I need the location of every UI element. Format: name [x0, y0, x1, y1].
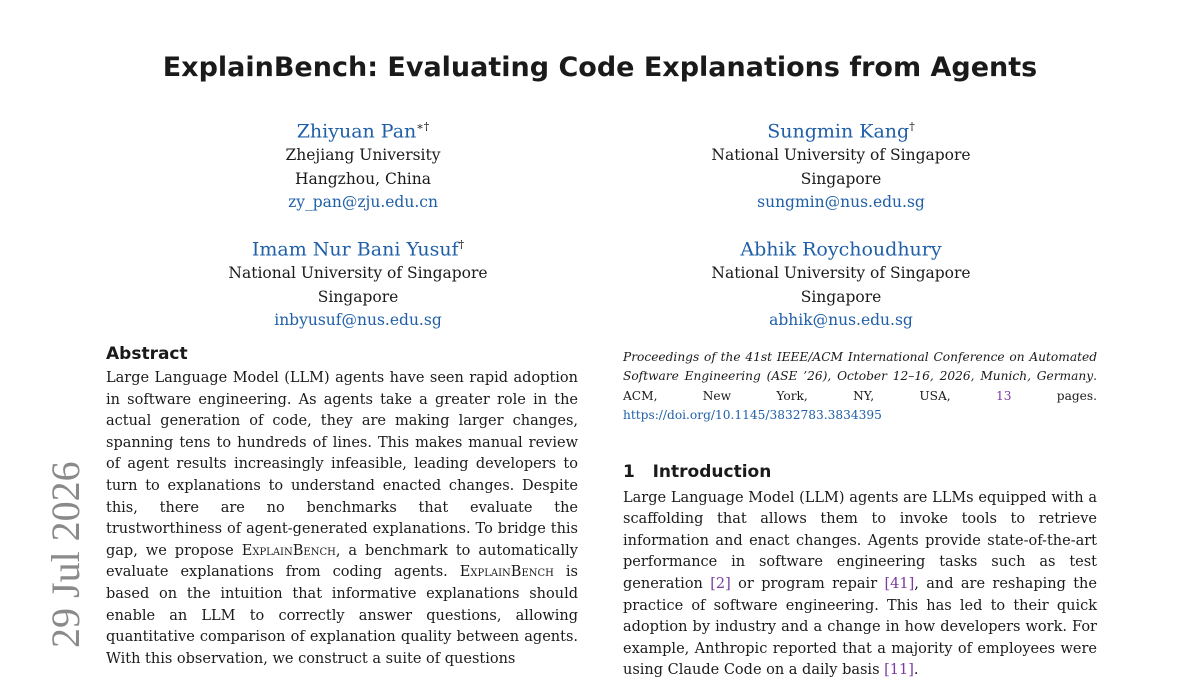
doi-link[interactable]: https://doi.org/10.1145/3832783.3834395	[623, 408, 882, 423]
author-name[interactable]: Sungmin Kang†	[767, 120, 915, 143]
citation-link[interactable]: [41]	[884, 576, 915, 592]
author-block-3	[128, 232, 588, 333]
author-email[interactable]: inbyusuf@nus.edu.sg	[274, 311, 442, 330]
abstract-text: Large Language Model (LLM) agents have seen rapid adoption in software engineering. As agents take a greater role in the actual generation of code, they are making larger changes, spanning tens to hundreds of lines. This makes manual review of agent results increasingly infeasible, leading developers to turn to explanations to understand enacted changes. Despite this, there are no benchmarks that evaluate the trustworthiness of agent-generated explanations. To bridge this gap, we propose ExplainBench, a benchmark to automatically evaluate explanations from coding agents. ExplainBench is based on the intuition that informative explanations should enable an LLM to correctly answer questions, allowing quantitative comparison of explanation quality between agents. With this observation, we construct a suite of questions	[106, 370, 578, 667]
abstract-section	[106, 344, 578, 670]
proceedings-note: Proceedings of the 41st IEEE/ACM International Conference on Automated Software Engineering (ASE ’26), October 12–16, 2026, Munich, Germany. ACM, New York, NY, USA, 13 pages. https://doi.org/10.1145/3832783.3834395	[623, 350, 1098, 423]
author-email[interactable]: sungmin@nus.edu.sg	[757, 193, 925, 212]
author-block-1	[133, 114, 593, 215]
right-column	[623, 348, 1097, 682]
arxiv-side-stamp: 29 Jul 2026	[43, 461, 88, 648]
author-block-4	[611, 232, 1071, 333]
author-affiliation: National University of Singapore	[711, 146, 971, 165]
author-block-2	[611, 114, 1071, 215]
author-location: Singapore	[800, 169, 882, 188]
author-affiliation: Zhejiang University	[285, 146, 441, 165]
author-name[interactable]: Zhiyuan Pan∗†	[296, 120, 430, 143]
citation-link[interactable]: [11]	[884, 662, 914, 679]
author-affiliation: National University of Singapore	[711, 264, 971, 283]
author-location: Singapore	[317, 287, 399, 306]
abstract-heading: Abstract	[106, 344, 188, 364]
citation-link[interactable]: [2]	[710, 576, 731, 592]
author-email[interactable]: zy_pan@zju.edu.cn	[288, 193, 438, 212]
author-location: Hangzhou, China	[294, 169, 431, 188]
intro-heading: 1 Introduction	[623, 461, 772, 482]
author-location: Singapore	[800, 287, 882, 306]
paper-title: ExplainBench: Evaluating Code Explanations from Agents	[162, 52, 1038, 83]
author-affiliation: National University of Singapore	[228, 264, 488, 283]
author-email[interactable]: abhik@nus.edu.sg	[769, 311, 913, 330]
intro-text: Large Language Model (LLM) agents are LLMs equipped with a scaffolding that allows them to invoke tools to retrieve information and enact changes. Agents provide state-of-the-art performance in software engineering tasks such as test generation [2] or program repair [41], and are reshaping the practice of software engineering. This has led to their quick adoption by industry and a change in how developers work. For example, Anthropic reported that a majority of employees were using Claude Code on a daily basis [11].	[623, 489, 1097, 679]
author-name[interactable]: Abhik Roychoudhury	[740, 238, 942, 261]
author-name[interactable]: Imam Nur Bani Yusuf†	[251, 238, 465, 261]
pages-count: 13	[995, 388, 1012, 403]
